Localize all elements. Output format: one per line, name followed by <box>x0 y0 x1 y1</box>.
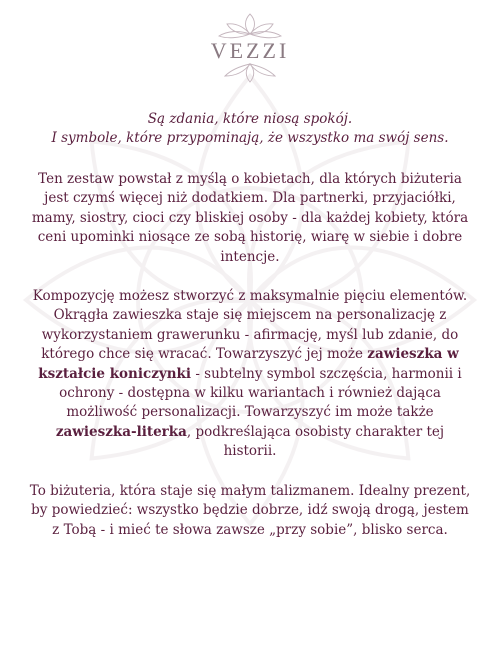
paragraph-composition <box>28 287 472 462</box>
brand-logo <box>205 12 295 84</box>
brand-name: VEZZI <box>210 38 290 63</box>
paragraph-composition-text-1: Kompozycję możesz stworzyć z maksymalnie pięciu elementów. Okrągła zawieszka staje się miejscem na personalizację z wykorzystaniem grawerunku - afirmację, myśl lub zdanie, do którego chce się wracać. Towarzyszyć jej może <box>32 288 468 363</box>
paragraph-composition-text-3: , podkreślająca osobisty charakter tej historii. <box>186 423 445 460</box>
paragraph-talisman: To biżuteria, która staje się małym talizmanem. Idealny prezent, by powiedzieć: wszystko będzie dobrze, idź swoją drogą, jestem z Tobą - i mieć te słowa zawsze „przy sobie”, blisko serca. <box>29 482 471 538</box>
letter-pendant-highlight: zawieszka-literka <box>55 423 187 440</box>
tagline-line-2: I symbole, które przypominają, że wszystko ma swój sens. <box>51 130 449 146</box>
paragraph-composition-text-2: - subtelny symbol szczęścia, harmonii i ochrony - dostępna w kilku wariantach i również dająca możliwość personalizacji. Towarzyszyć im może także <box>59 365 462 421</box>
clover-pendant-highlight: zawieszka w kształcie koniczynki <box>38 346 459 382</box>
tagline <box>28 110 472 148</box>
paragraph-intro: Ten zestaw powstał z myślą o kobietach, dla których biżuteria jest czymś więcej niż dodatkiem. Dla partnerki, przyjaciółki, mamy, siostry, cioci czy bliskiej osoby - dla każdej kobiety, która ceni upominki niosące ze sobą historię, wiarę w siebie i dobre intencje. <box>31 171 469 265</box>
description-content <box>28 110 472 560</box>
tagline-line-1: Są zdania, które niosą spokój. <box>147 111 353 127</box>
